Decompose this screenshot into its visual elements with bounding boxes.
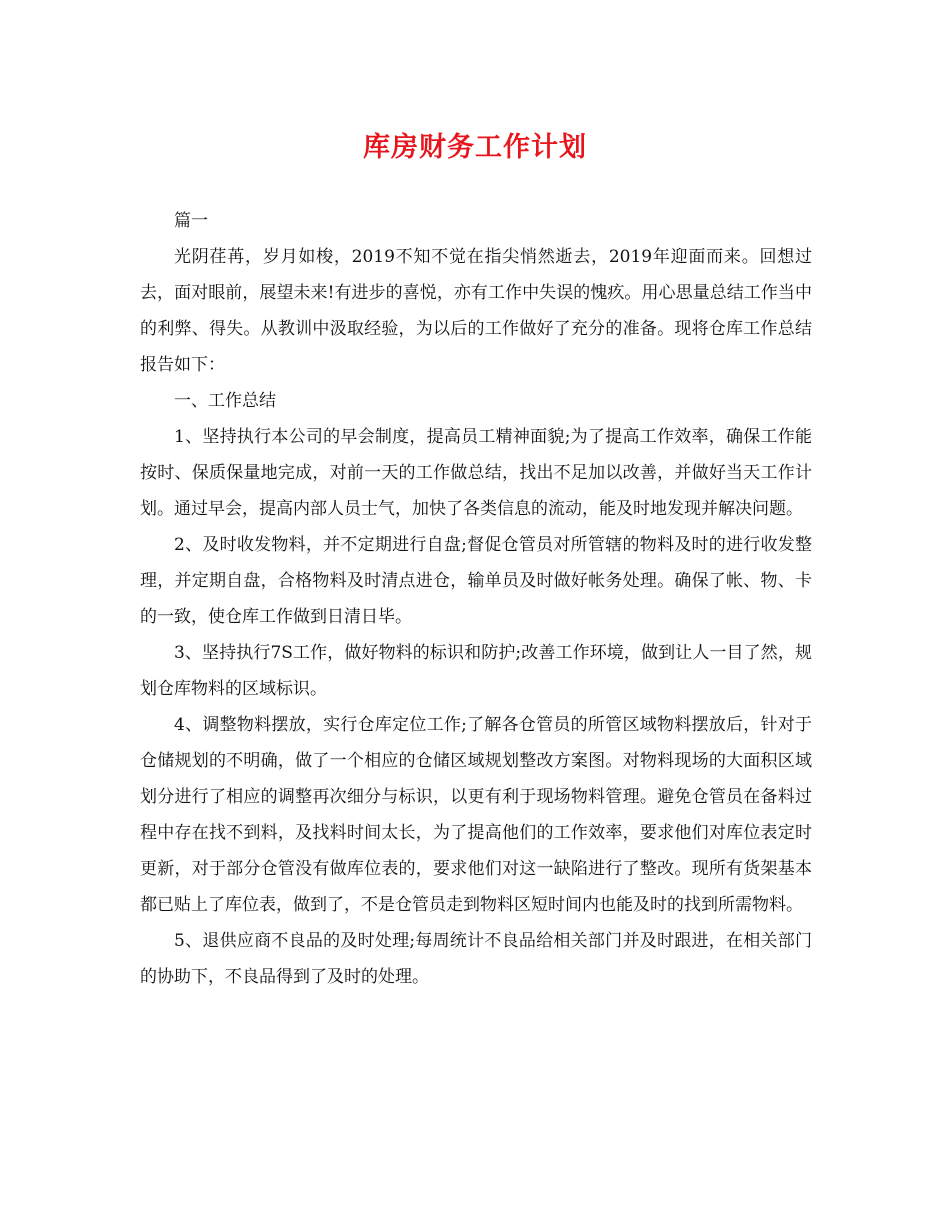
paragraph-item-4: 4、调整物料摆放，实行仓库定位工作;了解各仓管员的所管区域物料摆放后，针对于仓储规划的不明确，做了一个相应的仓储区域规划整改方案图。对物料现场的大面积区域划分进行了相应的调整再次细分与标识，以更有利于现场物料管理。避免仓管员在备料过程中存在找不到料，及找料时间太长，为了提高他们的工作效率，要求他们对库位表定时更新，对于部分仓管没有做库位表的，要求他们对这一缺陷进行了整改。现所有货架基本都已贴上了库位表，做到了，不是仓管员走到物料区短时间内也能及时的找到所需物料。 <box>140 715 812 915</box>
paragraph-item-3: 3、坚持执行7S工作，做好物料的标识和防护;改善工作环境，做到让人一目了然，规划仓库物料的区域标识。 <box>140 643 812 699</box>
document-body <box>140 203 812 995</box>
paragraph-item-5: 5、退供应商不良品的及时处理;每周统计不良品给相关部门并及时跟进，在相关部门的协助下，不良品得到了及时的处理。 <box>140 931 812 987</box>
paragraph-intro: 光阴荏苒，岁月如梭，2019不知不觉在指尖悄然逝去，2019年迎面而来。回想过去，面对眼前，展望未来!有进步的喜悦，亦有工作中失误的愧疚。用心思量总结工作当中的利弊、得失。从教训中汲取经验，为以后的工作做好了充分的准备。现将仓库工作总结报告如下： <box>140 247 812 375</box>
section-label: 篇一 <box>174 211 208 231</box>
document-title: 库房财务工作计划 <box>363 132 587 163</box>
paragraph-item-2: 2、及时收发物料，并不定期进行自盘;督促仓管员对所管辖的物料及时的进行收发整理，并定期自盘，合格物料及时清点进仓，输单员及时做好帐务处理。确保了帐、物、卡的一致，使仓库工作做到日清日毕。 <box>140 535 812 627</box>
paragraph-item-1: 1、坚持执行本公司的早会制度，提高员工精神面貌;为了提高工作效率，确保工作能按时、保质保量地完成，对前一天的工作做总结，找出不足加以改善，并做好当天工作计划。通过早会，提高内部人员士气，加快了各类信息的流动，能及时地发现并解决问题。 <box>140 427 812 519</box>
heading-work-summary: 一、工作总结 <box>174 391 276 411</box>
